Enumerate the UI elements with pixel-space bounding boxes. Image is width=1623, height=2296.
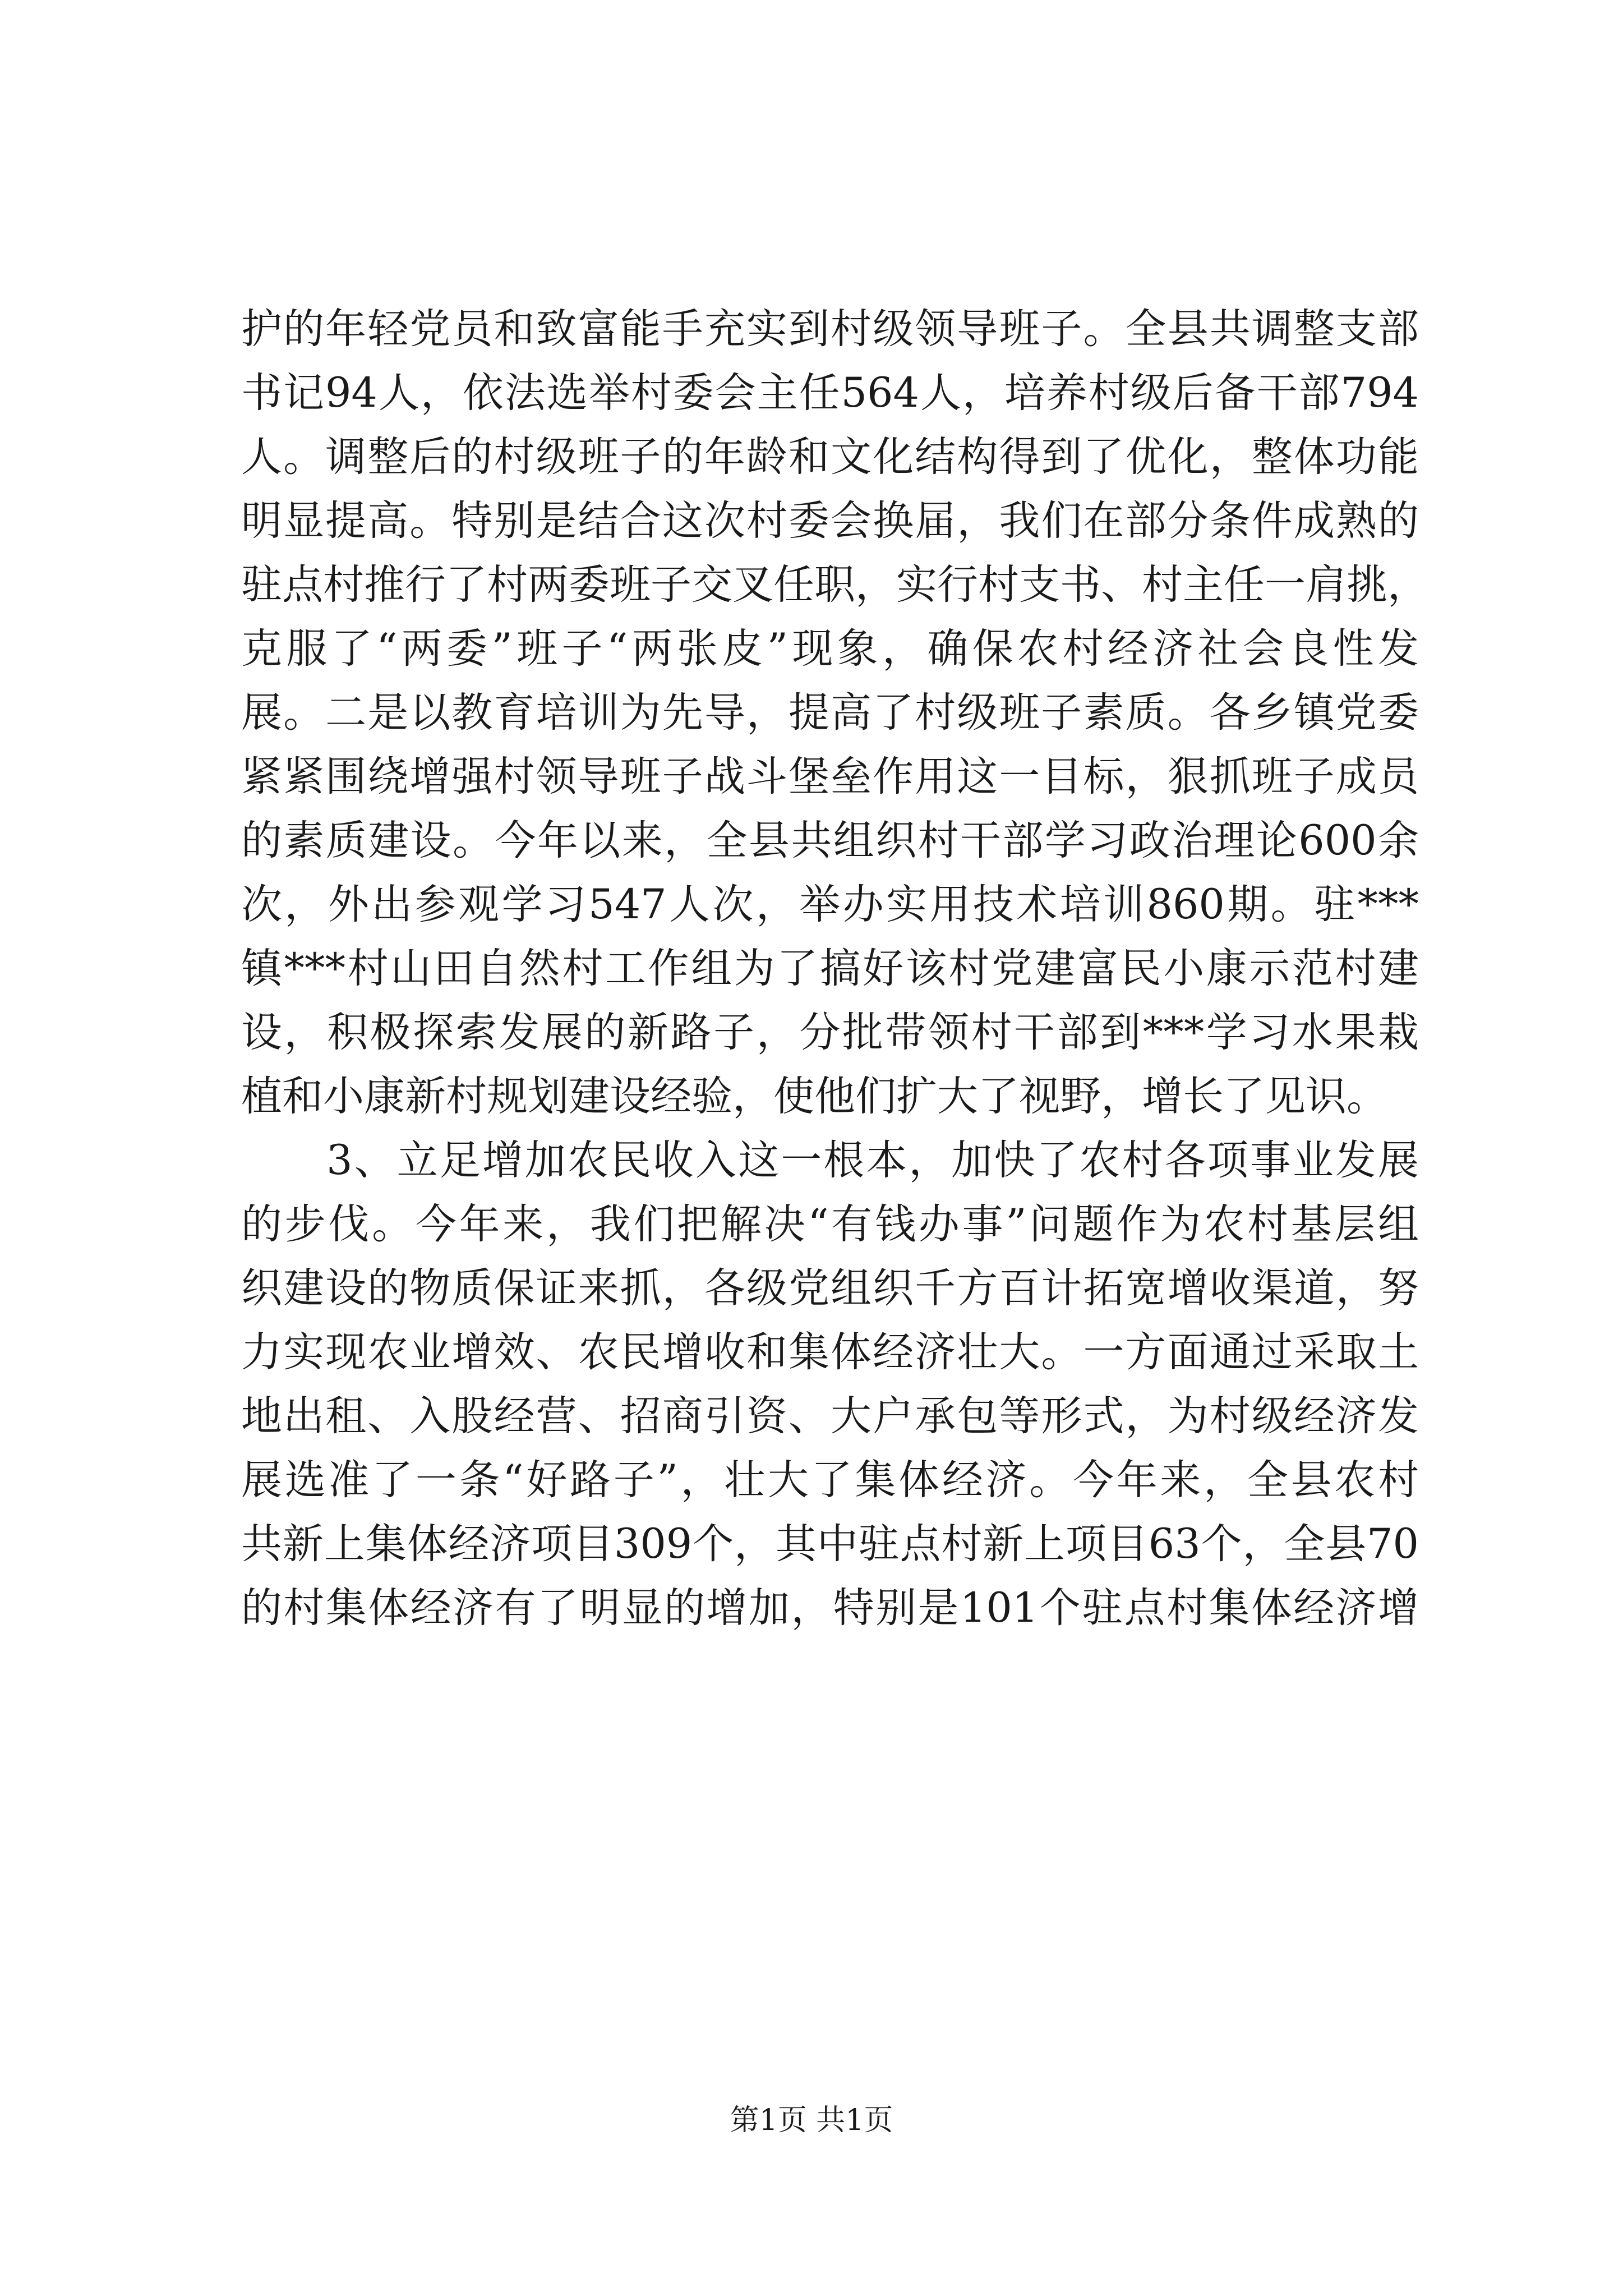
text-line: 克服了“两委”班子“两张皮”现象，确保农村经济社会良性发 [241,625,1419,673]
text-line: 的村集体经济有了明显的增加，特别是101个驻点村集体经济增 [241,1584,1419,1632]
text-line: 展选准了一条“好路子”，壮大了集体经济。今年来，全县农村 [241,1456,1419,1504]
text-line: 书记94人，依法选举村委会主任564人，培养村级后备干部794 [241,369,1419,417]
page-footer [0,2101,1623,2140]
text-line: 的素质建设。今年以来，全县共组织村干部学习政治理论600余 [241,817,1419,864]
text-line: 护的年轻党员和致富能手充实到村级领导班子。全县共调整支部 [241,305,1419,353]
text-line: 明显提高。特别是结合这次村委会换届，我们在部分条件成熟的 [241,497,1419,545]
body-text [241,297,1428,1640]
text-line: 人。调整后的村级班子的年龄和文化结构得到了优化，整体功能 [241,433,1419,481]
text-line: 展。二是以教育培训为先导，提高了村级班子素质。各乡镇党委 [241,689,1419,737]
paragraph-start-line: 3、立足增加农民收入这一根本，加快了农村各项事业发展 [241,1137,1419,1184]
page-number-label: 第1页 共1页 [730,2104,893,2137]
text-line: 紧紧围绕增强村领导班子战斗堡垒作用这一目标，狠抓班子成员 [241,753,1419,800]
text-line: 织建设的物质保证来抓，各级党组织千方百计拓宽增收渠道，努 [241,1264,1419,1312]
text-line: 的步伐。今年来，我们把解决“有钱办事”问题作为农村基层组 [241,1200,1419,1248]
text-line: 植和小康新村规划建设经验，使他们扩大了视野，增长了见识。 [241,1073,1387,1120]
text-line: 镇***村山田自然村工作组为了搞好该村党建富民小康示范村建 [241,945,1419,992]
text-line: 驻点村推行了村两委班子交叉任职，实行村支书、村主任一肩挑， [241,561,1428,609]
text-line: 设，积极探索发展的新路子，分批带领村干部到***学习水果栽 [241,1009,1419,1056]
text-line: 次，外出参观学习547人次，举办实用技术培训860期。驻*** [241,881,1419,928]
text-line: 力实现农业增效、农民增收和集体经济壮大。一方面通过采取土 [241,1328,1419,1376]
text-line: 地出租、入股经营、招商引资、大户承包等形式，为村级经济发 [241,1392,1419,1440]
text-line: 共新上集体经济项目309个，其中驻点村新上项目63个，全县70 [241,1520,1419,1568]
